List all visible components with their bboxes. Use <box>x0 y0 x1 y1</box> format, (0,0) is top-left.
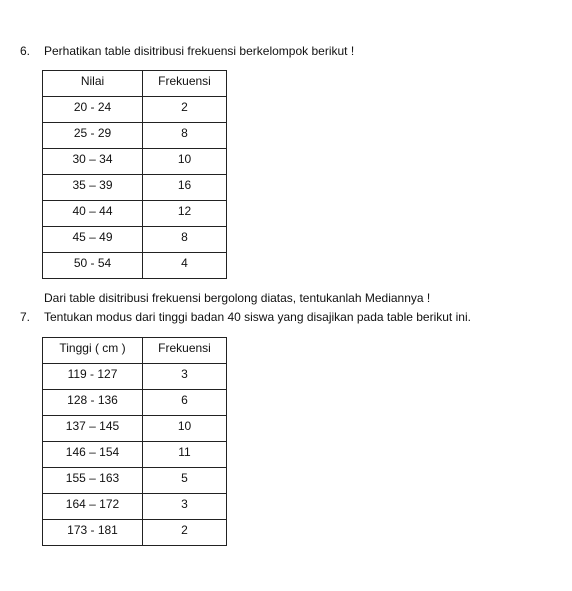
frequency-cell: 10 <box>143 416 227 442</box>
table-row <box>43 227 227 253</box>
interval-cell: 35 – 39 <box>43 175 143 201</box>
frequency-cell: 3 <box>143 494 227 520</box>
frequency-cell: 11 <box>143 442 227 468</box>
question-7-text: Tentukan modus dari tinggi badan 40 siswa yang disajikan pada table berikut ini. <box>44 310 471 324</box>
question-7-prompt <box>20 310 471 324</box>
interval-cell: 119 - 127 <box>43 364 143 390</box>
question-7-number: 7. <box>20 310 31 324</box>
table-row <box>43 442 227 468</box>
frequency-table-nilai <box>42 70 227 279</box>
table-row <box>43 149 227 175</box>
table-row <box>43 97 227 123</box>
frequency-table-tinggi <box>42 337 227 546</box>
table-row <box>43 123 227 149</box>
table-row <box>43 468 227 494</box>
frequency-cell: 4 <box>143 253 227 279</box>
frequency-cell: 2 <box>143 520 227 546</box>
frequency-cell: 16 <box>143 175 227 201</box>
question-6-followup: Dari table disitribusi frekuensi bergolong diatas, tentukanlah Mediannya ! <box>44 291 431 305</box>
interval-cell: 50 - 54 <box>43 253 143 279</box>
table-row <box>43 494 227 520</box>
interval-cell: 45 – 49 <box>43 227 143 253</box>
interval-cell: 164 – 172 <box>43 494 143 520</box>
interval-cell: 155 – 163 <box>43 468 143 494</box>
interval-cell: 40 – 44 <box>43 201 143 227</box>
table-header-row <box>43 71 227 97</box>
interval-cell: 137 – 145 <box>43 416 143 442</box>
frequency-cell: 8 <box>143 227 227 253</box>
table-row <box>43 175 227 201</box>
table-header-row <box>43 338 227 364</box>
table-row <box>43 416 227 442</box>
interval-cell: 128 - 136 <box>43 390 143 416</box>
interval-cell: 25 - 29 <box>43 123 143 149</box>
column-header-tinggi: Tinggi ( cm ) <box>43 338 143 364</box>
column-header-nilai: Nilai <box>43 71 143 97</box>
interval-cell: 20 - 24 <box>43 97 143 123</box>
column-header-frekuensi: Frekuensi <box>143 71 227 97</box>
frequency-cell: 8 <box>143 123 227 149</box>
table-row <box>43 364 227 390</box>
table-row <box>43 390 227 416</box>
frequency-cell: 6 <box>143 390 227 416</box>
interval-cell: 30 – 34 <box>43 149 143 175</box>
frequency-cell: 5 <box>143 468 227 494</box>
frequency-cell: 12 <box>143 201 227 227</box>
interval-cell: 173 - 181 <box>43 520 143 546</box>
frequency-cell: 10 <box>143 149 227 175</box>
column-header-frekuensi: Frekuensi <box>143 338 227 364</box>
question-6-number: 6. <box>20 44 31 58</box>
table-row <box>43 253 227 279</box>
interval-cell: 146 – 154 <box>43 442 143 468</box>
table-row <box>43 520 227 546</box>
question-6-text: Perhatikan table disitribusi frekuensi berkelompok berikut ! <box>44 44 355 58</box>
table-row <box>43 201 227 227</box>
question-6-prompt <box>20 44 354 58</box>
frequency-cell: 2 <box>143 97 227 123</box>
frequency-cell: 3 <box>143 364 227 390</box>
